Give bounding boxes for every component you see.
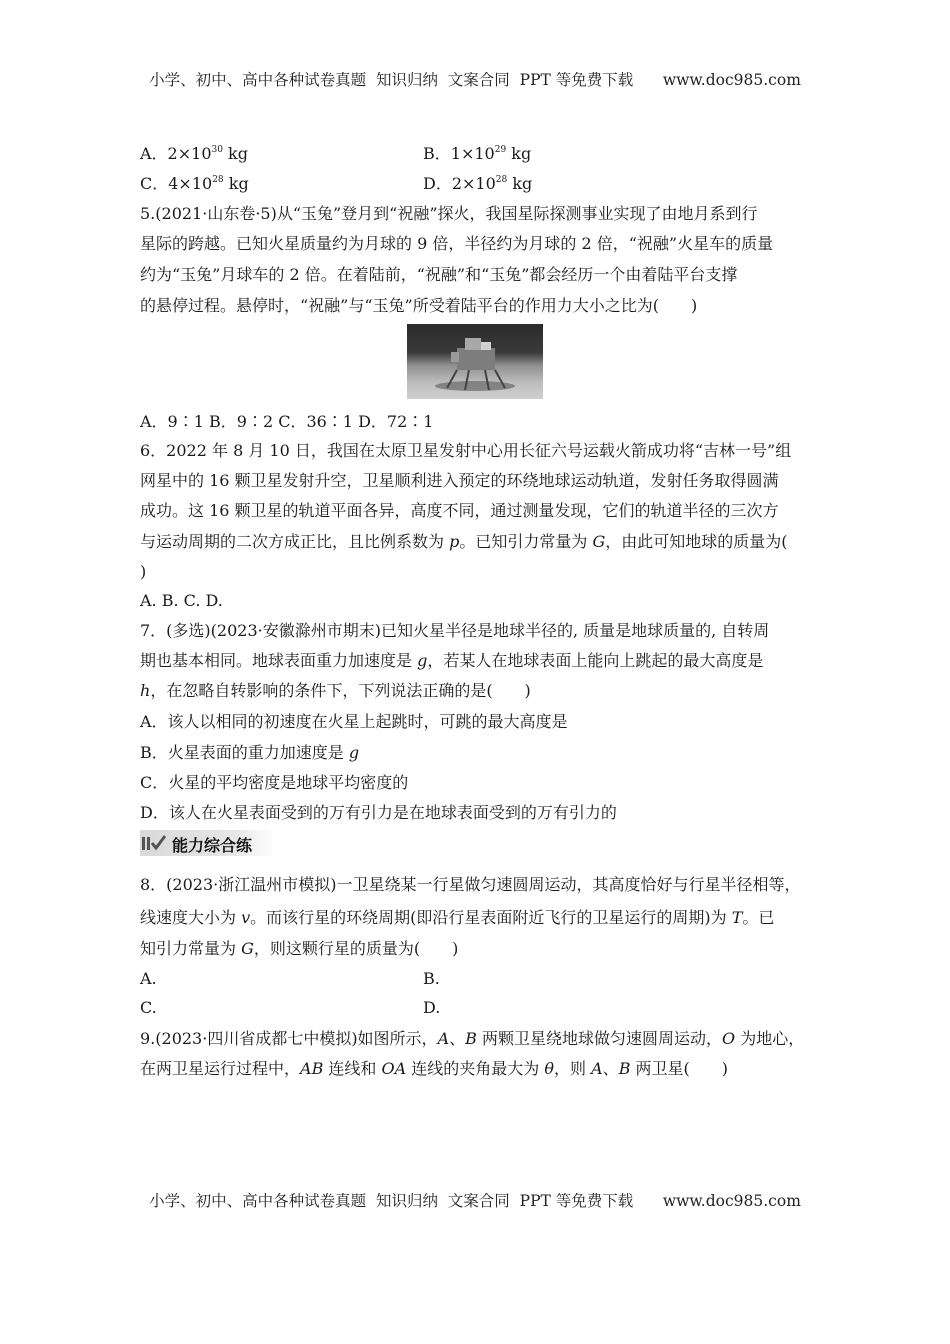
q5-line-3: 约为“玉兔”月球车的 2 倍。在着陆前，“祝融”和“玉兔”都会经历一个由着陆平台支撑	[140, 265, 738, 284]
q9-line-1: 9.(2023·四川省成都七中模拟)如图所示，A、B 两颗卫星绕地球做匀速圆周运动，O 为地心，	[140, 1029, 805, 1048]
section-bars-icon	[142, 835, 166, 851]
q5-options: A．9∶1 B．9∶2 C．36∶1 D．72∶1	[140, 412, 434, 431]
q8-option-a: A.	[140, 969, 157, 988]
option-4a: A．$2\times 10^{30}$ kg	[140, 144, 248, 163]
q9-line-2: 在两卫星运行过程中，AB 连线和 OA 连线的夹角最大为 θ，则 A、B 两卫星( )	[140, 1059, 729, 1078]
page-footer: 小学、初中、高中各种试卷真题 知识归纳 文案合同 PPT 等免费下载 www.doc985.com	[149, 1192, 801, 1210]
option-4b: B．$1\times 10^{29}$ kg	[423, 144, 532, 163]
q6-options: A. B. C. D.	[140, 591, 223, 610]
q6-line-1: 6．2022 年 8 月 10 日，我国在太原卫星发射中心用长征六号运载火箭成功将“吉林一号”组	[140, 441, 792, 460]
q6-line-3: 成功。这 16 颗卫星的轨道平面各异，高度不同，通过测量发现，它们的轨道半径的三次方	[140, 501, 779, 520]
page-header: 小学、初中、高中各种试卷真题 知识归纳 文案合同 PPT 等免费下载 www.doc985.com	[149, 71, 801, 89]
q6-line-2: 网星中的 16 颗卫星发射升空，卫星顺利进入预定的环绕地球运动轨道，发射任务取得圆满	[140, 471, 779, 490]
option-4c: C．$4\times 10^{28}$ kg	[140, 174, 249, 193]
q7-option-a: A．该人以相同的初速度在火星上起跳时，可跳的最大高度是	[140, 712, 568, 731]
q6-line-4: 与运动周期的二次方成正比，且比例系数为 p。已知引力常量为 G，由此可知地球的质量为(	[140, 532, 788, 551]
q8-option-b: B.	[423, 969, 440, 988]
q8-line-1: 8．(2023·浙江温州市模拟)一卫星绕某一行星做匀速圆周运动，其高度恰好与行星半径相等，	[140, 875, 801, 894]
section-title: 能力综合练	[172, 836, 253, 855]
q8-line-2: 线速度大小为 v。而该行星的环绕周期(即沿行星表面附近飞行的卫星运行的周期)为 T。已	[140, 908, 775, 927]
q7-line-2: 期也基本相同。地球表面重力加速度是 g，若某人在地球表面上能向上跳起的最大高度是	[140, 651, 764, 670]
q8-option-c: C.	[140, 998, 157, 1017]
q6-line-5: )	[140, 562, 147, 581]
q7-line-3: h，在忽略自转影响的条件下，下列说法正确的是( )	[140, 681, 531, 700]
q7-option-b: B．火星表面的重力加速度是 g	[140, 743, 360, 762]
q7-line-1: 7．(多选)(2023·安徽滁州市期末)已知火星半径是地球半径的, 质量是地球质量的, 自转周	[140, 621, 770, 640]
q5-line-1: 5.(2021·山东卷·5)从“玉兔”登月到“祝融”探火，我国星际探测事业实现了由地月系到行	[140, 204, 758, 223]
q8-line-3: 知引力常量为 G，则这颗行星的质量为( )	[140, 939, 459, 958]
option-4d: D．$2\times 10^{28}$ kg	[423, 174, 533, 193]
q7-option-c: C．火星的平均密度是地球平均密度的	[140, 773, 409, 792]
q8-option-d: D.	[423, 998, 441, 1017]
q5-line-4: 的悬停过程。悬停时，“祝融”与“玉兔”所受着陆平台的作用力大小之比为( )	[140, 296, 698, 315]
q5-line-2: 星际的跨越。已知火星质量约为月球的 9 倍，半径约为月球的 2 倍，“祝融”火星车的质量	[140, 234, 774, 253]
lunar-rover-photo	[407, 324, 543, 399]
q7-option-d: D．该人在火星表面受到的万有引力是在地球表面受到的万有引力的	[140, 803, 617, 822]
section-header	[140, 830, 275, 856]
rover-illustration	[407, 324, 543, 399]
